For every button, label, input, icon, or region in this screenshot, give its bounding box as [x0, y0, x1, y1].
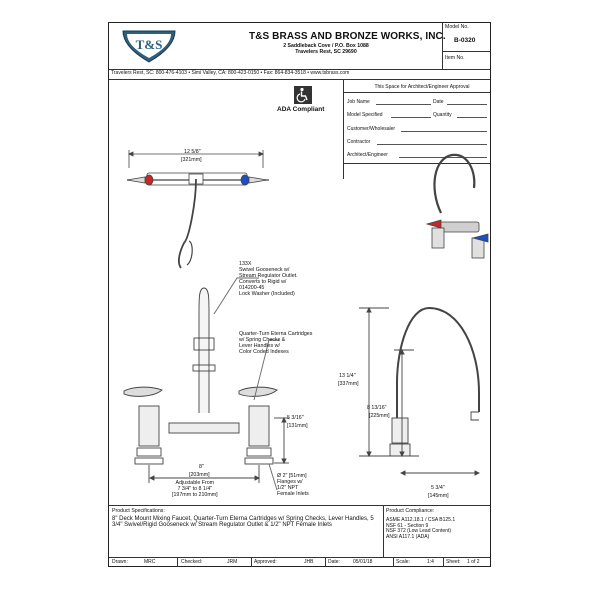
signature-cell-divider — [251, 557, 252, 567]
flange-note-line: Female Inlets — [277, 491, 309, 497]
flange-note-line: Ø 2" [51mm] — [277, 473, 307, 479]
compliance-line: ASME A112.18.1 / CSA B125.1 — [386, 517, 456, 523]
sheet-value: 1 of 2 — [467, 559, 480, 565]
architect-label: Architect/Engineer — [347, 152, 388, 158]
signature-cell-divider — [443, 557, 444, 567]
scale-label: Scale: — [396, 559, 410, 565]
quantity-label: Quantity — [433, 112, 452, 118]
approval-heading: This Space for Architect/Engineer Approval — [374, 84, 470, 90]
scale-value: 1:4 — [427, 559, 434, 565]
item-label: Item No. — [445, 55, 465, 61]
reach-imperial: 5 3/4" — [431, 485, 445, 491]
front-view — [124, 278, 289, 490]
spec-sheet — [108, 22, 491, 567]
side-view — [359, 308, 479, 475]
model-specified-label: Model Specified — [347, 112, 383, 118]
compliance-line: NSF 372 (Low Lead Content) — [386, 528, 452, 535]
perspective-view — [427, 155, 488, 258]
spout-height-metric: [225mm] — [369, 413, 390, 419]
gooseneck-note-line: 133X — [239, 261, 252, 267]
adjustable-note-line: Adjustable From — [175, 480, 215, 486]
top-width-metric: [321mm] — [181, 157, 202, 163]
job-name-label: Job Name — [347, 99, 370, 105]
contact-line: Travelers Rest, SC: 800-476-4103 • Simi Valley, CA: 800-423-0150 • Fax: 864-834-3518 • www.tsbrass.com — [111, 70, 350, 76]
cartridge-note-line: Quarter-Turn Eterna Cartridges — [239, 331, 313, 337]
date-field[interactable] — [447, 98, 487, 105]
ada-label: ADA Compliant — [277, 106, 325, 113]
signature-cell-divider — [325, 557, 326, 567]
gooseneck-note-line: Lock Washer (Included) — [239, 291, 295, 297]
quantity-field[interactable] — [457, 111, 487, 118]
top-view — [127, 150, 269, 268]
date-label: Date — [433, 99, 444, 105]
checked-label: Checked: — [181, 559, 203, 565]
adjustable-note-line: [197mm to 210mm] — [172, 492, 218, 498]
compliance-line: ANSI A117.1 (ADA) — [386, 533, 430, 540]
job-name-field[interactable] — [376, 98, 431, 105]
drawn-value: MRC — [144, 559, 156, 565]
model-label: Model No. — [445, 24, 469, 30]
height-imperial: 13 1/4" — [339, 373, 356, 379]
model-box — [442, 23, 491, 69]
gooseneck-note-line: Swivel Gooseneck w/ — [239, 267, 290, 273]
company-name: T&S BRASS AND BRONZE WORKS, INC. — [249, 31, 446, 42]
checked-value: JRM — [227, 559, 238, 565]
compliance-label: Product Compliance: — [386, 508, 435, 514]
compliance-line: NSF 61 - Section 9 — [386, 522, 429, 529]
cartridge-note-line: w/ Spring Checks & — [239, 337, 286, 343]
specs-text: 8" Deck Mount Mixing Faucet, Quarter-Turn Eterna Cartridges w/ Spring Checks, Lever Handles, 5 3/4" Swivel/Rigid Gooseneck w/ Stream Regulator Outlet & 1/2" NPT Female Inlets — [112, 516, 374, 529]
logo-text: T&S — [135, 37, 163, 52]
specs-label: Product Specifications: — [112, 508, 165, 514]
specs-divider — [109, 505, 490, 506]
signature-cell-divider — [177, 557, 178, 567]
top-width-imperial: 12 5/8" — [184, 149, 201, 155]
specs-vertical-divider — [383, 505, 384, 557]
model-divider — [443, 51, 491, 52]
ts-logo — [117, 27, 181, 65]
adjustable-note-line: 7 3/4" to 8 1/4" — [177, 486, 213, 492]
signature-divider — [109, 557, 490, 558]
height-metric: [337mm] — [338, 381, 359, 387]
company-address — [261, 43, 391, 55]
drawn-label: Drawn: — [112, 559, 128, 565]
model-specified-field[interactable] — [391, 111, 431, 118]
signature-cell-divider — [393, 557, 394, 567]
spout-height-imperial: 8 13/16" — [367, 405, 387, 411]
header-divider — [109, 69, 490, 70]
gooseneck-note-line: 014200-45 — [239, 285, 265, 291]
date-value: 05/01/18 — [353, 559, 373, 565]
center-imperial: 8" — [199, 464, 204, 470]
technical-drawing — [109, 118, 492, 503]
gooseneck-note — [239, 261, 298, 297]
body-height-metric: [131mm] — [287, 423, 308, 429]
gooseneck-note-line: Stream Regulator Outlet. — [239, 273, 298, 279]
cartridge-note-line: Color Coded Indexes — [239, 349, 289, 355]
contact-divider — [109, 79, 490, 80]
address-line-2: Travelers Rest, SC 29690 — [295, 49, 357, 55]
address-line-1: 2 Saddleback Cove / P.O. Box 1088 — [283, 43, 369, 49]
center-metric: [203mm] — [189, 472, 210, 478]
model-number: B-0320 — [454, 37, 476, 44]
cartridge-note-line: Lever Handles w/ — [239, 343, 280, 349]
wheelchair-icon — [294, 86, 312, 104]
contractor-label: Contractor — [347, 139, 371, 145]
flange-note-line: 1/2" NPT — [277, 485, 299, 491]
cartridge-note — [239, 331, 312, 355]
gooseneck-note-line: Converts to Rigid w/ — [239, 279, 287, 285]
sheet-label: Sheet: — [446, 559, 461, 565]
approved-label: Approved: — [254, 559, 277, 565]
approved-value: JHB — [304, 559, 314, 565]
body-height-imperial: 5 3/16" — [287, 415, 304, 421]
date-label-bottom: Date: — [328, 559, 340, 565]
flange-note — [277, 473, 309, 497]
flange-note-line: Flanges w/ — [277, 479, 303, 485]
customer-label: Customer/Wholesaler — [347, 126, 396, 132]
compliance-list — [386, 518, 455, 540]
reach-metric: [145mm] — [428, 493, 449, 499]
approval-divider — [343, 92, 490, 93]
adjustable-note — [172, 480, 218, 498]
